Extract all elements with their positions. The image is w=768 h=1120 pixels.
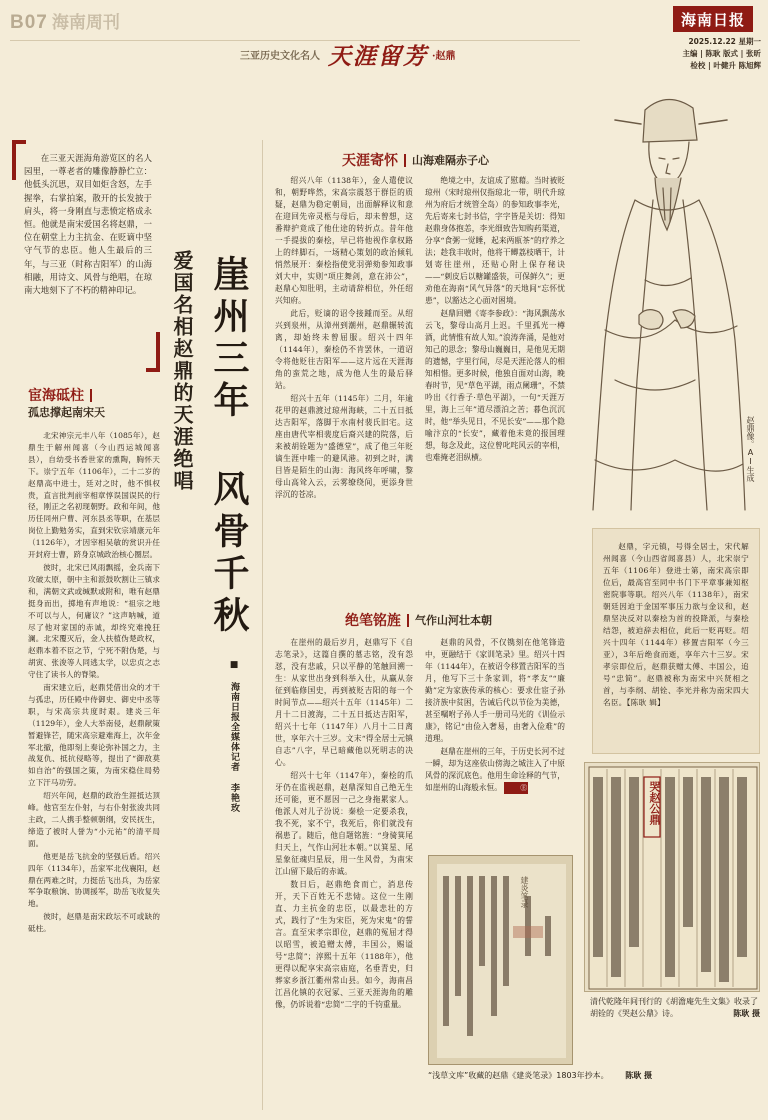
- end-mark: Ⓔ: [504, 782, 528, 794]
- section-3-col-b: 赵鼎的风骨，不仅镌刻在他笔锋造中，更融结于《家训笔录》里。绍兴十四年（1144年），在被诏令移置吉阳军的当月，他写下三十条家训，将“孝友”“廉勤”定为家族传承的核心：要求仕宦子孙接济族中贫困，告诫后代以节俭为美德，甚至嘱咐子孙人手一册司马光的《训俭示康》，铭记“由俭入奢易，由奢入俭难”的道理。 赵鼎在崖州的三年，于历史长河不过一瞬，却为这座依山傍海之城注入了中原风骨的深沉底色。他用生命诠释的气节，如崖州的山海般永恒。 Ⓔ: [425, 638, 565, 792]
- column-prefix: 三亚历史文化名人: [240, 51, 320, 62]
- intro-box: [12, 140, 160, 372]
- credits-proof: 检校 | 叶健升 陈旭辉: [690, 61, 761, 70]
- section-3-col-a: 在崖州的最后岁月，赵鼎写下《自志笔录》，这篇自撰的墓志铭，没有怨怼，没有悲戚，只以平静的笔触回溯一生：从家世出身到科举入仕，从赢从奈征到临修国史，再到被贬吉阳的每一个时间节点——绍兴十五年（1145年）二月十二日渡海，二十五日抵达吉阳军，绍兴十七年（1147年）八月十二日离世，享年六十三岁。文末“得全居士元镇自志”八字，早已暗藏他以死明志的决心。 绍兴十七年（1147年），秦桧的爪牙仍在监视赵鼎，赵鼎深知自己绝无生还可能，更不愿因一己之身拖累家人。他派人对儿子汾说：秦桧一定要杀我，我不死，家不宁，我死后，你们就没有祸患了。随后，他自题铭旌：“身骑箕尾归天上，气作山河壮本朝。”以箕星、尾星象征魂归星辰，用一生风骨，为南宋江山留下最后的赤诚。 数日后，赵鼎绝食而亡，消息传开，天下百姓无不悲恸。这位一生刚直、力主抗金的忠臣，以最悲壮的方式，践行了“生为宋臣，死为宋鬼”的誓言。直至宋孝宗即位，赵鼎的冤屈才得以昭雪，被追赠太傅，丰国公，赐谥号“忠简”；淳熙十五年（1188年），他更得以配享宋高宗庙庭，名垂青史，归葬家乡浙江衢州常山县。如今，海南昌江昌化镇的衣冠冢、三亚天涯海角的雕像，仍诉说着“忠简”二字的千钧重量。: [275, 638, 413, 1009]
- heading-divider: [407, 614, 409, 627]
- page-number: B07: [10, 12, 48, 33]
- photo-1-caption: 清代乾隆年间刊行的《胡澹庵先生文集》收录了胡铨的《哭赵公鼎》诗。 陈耿 摄: [590, 997, 760, 1018]
- photo-hu-quan-poem: [584, 762, 760, 992]
- bio-text: 赵鼎，字元镇，号得全居士，宋代解州闻喜（今山西省闻喜县）人，北宋崇宁五年（1106年）登进士第，南宋高宗即位后，最高官至同中书门下平章事兼知枢密院事等职。绍兴八年（1138年），南宋朝廷因迫于金国军事压力欲与金议和，赵鼎坚决反对以秦桧为首的投降派，与秦桧结怨，被迫辞去相位，此后一贬再贬。绍兴十四年（1144年）移置吉阳军（今三亚），3年后绝食而逝，享年六十三岁。宋孝宗即位后，赵鼎获赠太傅、丰国公，追号“忠简”。赵鼎被称为南宋中兴贤相之首，与李纲、胡铨、李光并称为南宋四大名臣。【陈耿 辑】: [603, 542, 749, 707]
- bio-box: [592, 528, 760, 754]
- column-name: 天涯留芳: [328, 43, 428, 70]
- heading-divider: [404, 154, 406, 167]
- section-2-col-a: 绍兴八年（1138年），金人遣使议和，朝野哗然，宋高宗震怒于群臣的质疑，赵鼎为稳定朝局，出面解释议和意在迎回先帝灵柩与母后，却未曾想，这番辩护竟成了他仕途的转折点。昔年他一手提拔的秦桧，早已将他视作拿权路上的绊脚石，一场精心策划的政治倾轧悄然展开：秦桧指使党羽弹劾参知政事刘大中，实则“项庄舞剑，意在沛公”，赵鼎心知肚明，主动请辞相位，外任绍兴知府。 此后，贬谪的诏令接踵而至。从绍兴到泉州，从漳州到潮州，赵鼎辗转流离，却始终未曾屈服。绍兴十四年（1144年），秦桧仍不肯罢休，一道诏令将他贬往吉阳军——这片远在天涯海角的蛮荒之地，成为他人生的最后驿站。 绍兴十五年（1145年）二月，年逾花甲的赵鼎渡过琼州海峡，二十五日抵达吉阳军，落脚于水南村裴氏旧宅。这座由唐代宰相裴度后裔兴建的院落，后来被胡铨题为“盛德堂”，成了他三年贬谪生涯中唯一的避风港。初到之时，满目皆是陌生的山海：海风终年呼啸，黎母山高耸入云，云雾缭绕间，更添身世浮沉的苍凉。: [275, 176, 413, 499]
- ancient-book-page-image: [585, 763, 761, 993]
- photo-jianyan-manuscript: [428, 855, 573, 1065]
- column-banner: [240, 38, 455, 71]
- section-3-subtitle: 气作山河壮本朝: [415, 614, 492, 627]
- intro-text: 在三亚天涯海角游览区的名人园里，一尊老者的雕像静静伫立：他低头沉思，双目如炬含怒，左手握拳，右掌拍案，散开的长发披于肩头，将一身刚直与悲愤定格成永恒。他就是南宋爱国名将赵鼎，一位在朝堂上力主抗金、在贬谪中坚守气节的忠臣。他人生最后的三年，与三亚（时称吉阳军）的山海相融，用诗文、风骨与绝唱，在琼南大地刻下了不朽的精神印记。: [24, 153, 152, 296]
- portrait-caption: 赵鼎像。AI生成: [746, 416, 755, 482]
- section-2-subtitle: 山海难隔赤子心: [412, 154, 489, 167]
- page-header: [0, 0, 768, 70]
- heading-divider: [90, 389, 92, 402]
- manuscript-page-image: [429, 856, 574, 1066]
- section-2-keyword: 天涯寄怀: [342, 153, 398, 169]
- section-1-heading: [28, 385, 92, 405]
- section-1-keyword: 宦海砥柱: [28, 388, 84, 404]
- section-1-subtitle: 孤忠撑起南宋天: [28, 406, 105, 419]
- zhao-ding-portrait-illustration: [575, 80, 760, 520]
- photo-1-credit: 陈耿 摄: [733, 1009, 760, 1018]
- column-subject: ·赵鼎: [432, 51, 456, 62]
- photo-2-credit: 陈耿 摄: [625, 1071, 652, 1080]
- credits-editor: 主编 | 陈耿 版式 | 张昕: [682, 49, 761, 58]
- section-3-heading: [345, 610, 492, 630]
- section-1-body: 北宋神宗元丰八年（1085年），赵鼎生于解州闻喜（今山西运城闻喜县），自幼受书香世家的熏陶，胸怀天下。崇宁五年（1106年），二十二岁的赵鼎高中进士，廷对之时，他不惧权贵，直言批判前宰相章惇误国误民的行径，刚正之名初现朝野。政和年间，他历任同州户曹、河东县丞等职，在基层岗位上勤勉务实，直到宋钦宗靖康元年（1126年），才因宰相吴敏的赏识升任开封府士曹，跻身京城政治核心圈层。 彼时，北宋已风雨飘摇，金兵南下攻破太原，朝中主和派鼓吹割让三镇求和，满朝文武或缄默或附和，唯有赵鼎挺身而出，掷地有声地说：“祖宗之地不可以与人，何庸议？”这声呐喊，道尽了他对家国的赤诚，却终究难挽狂澜。北宋覆灭后，金人扶植伪楚政权，赵鼎本着不臣之节，宁死不附伪楚，与胡寅、张浚等人同逃太学，以忠贞之志守住了读书人的脊梁。 南宋建立后，赵鼎凭借出众的才干与孤忠，历任殿中侍御史、御史中丞等职，与宋高宗共度时艰。建炎三年（1129年），金人大举南侵，赵鼎献策暂避锋芒，随宋高宗避难海上，次年金军北撤，他即刻上奏论弥补国之力，主战复仇、抵抗侵略等，提出了“御敌莫如自治”的强国之策，为南宋稳住局势立下汗马功劳。 绍兴年间，赵鼎的政治生涯抵达顶峰。他官至左仆射，与右仆射张浚共同主政，二人携手整顿朝纲，安民抚生，缔造了被时人誉为“小元祐”的清平局面。 他更是岳飞抗金的坚强后盾。绍兴四年（1134年），岳家军北伐襄阳，赵鼎在两难之时，力挺岳飞出兵，为岳家军争取粮饷、协调援军，助岳飞收复失地。 彼时，赵鼎是南宋政坛不可或缺的砥柱。: [28, 431, 160, 934]
- photo-2-caption: “浅草文库”收藏的赵鼎《建炎笔录》1803年抄本。 陈耿 摄: [428, 1071, 652, 1080]
- headline-sub: 爱国名相赵鼎的天涯绝唱: [170, 250, 194, 492]
- section-3-keyword: 绝笔铭旌: [345, 613, 401, 629]
- photo-2-label: 建炎笔录: [520, 876, 529, 908]
- section-2-col-b: 绝境之中，友谊成了慰藉。当时被贬琼州（宋时琼州仅指琼北一带，明代升琼州为府后才统管全岛）的参知政事李光，先后寄来七封书信，字字皆是关切：得知赵鼎身体抱恙，李光细致告知购药渠道，分享“食粥一觉睡，起来两瓯茶”的疗养之法；趁我丰收时，他将干鲫荔枝晒干，计划寄往崖州，还贴心附上保存秘诀——“刺皮后以糖罐盛装，可保鲜久”；更劝他在海南“风气异落”的天地间“忘怀忧患”，以豁达之心面对困境。 赵鼎回赠《寄李参政》：“海风飘荡水云飞，黎母山高月上迟。千里孤光一樽酒，此情惟有故人知。”浪涛奔涌，是他对知己的思念；黎母山巍巍日，是他见无期的遗憾，字里行间，尽是天涯沦落人的相知相惜。更多时候，他独自面对山海，晚春时节，见“草色平湖，雨点阑珊”，不禁吟出《行香子·草色平湖》，一句“天涯万里，海上三年”道尽漂泊之苦；暮色沉沉时，他“举头见日，不见长安”——那个隐喻汴京的“长安”，藏着他未竟的报国理想，每念及此，这位曾叱咤风云的宰相，也难掩老泪纵横。: [425, 176, 565, 462]
- headline-main: 崖州三年 风骨千秋: [208, 255, 249, 638]
- paper-logo: 海南日报: [673, 6, 753, 32]
- issue-date: 2025.12.22 星期一: [688, 37, 761, 46]
- photo-1-highlight-label: 哭赵公鼎: [648, 781, 661, 825]
- section-2-heading: [342, 150, 489, 170]
- portrait: [575, 80, 760, 520]
- supplement-name: 海南周刊: [51, 13, 120, 33]
- byline: ■ 海南日报全媒体记者 李艳玫: [229, 660, 239, 813]
